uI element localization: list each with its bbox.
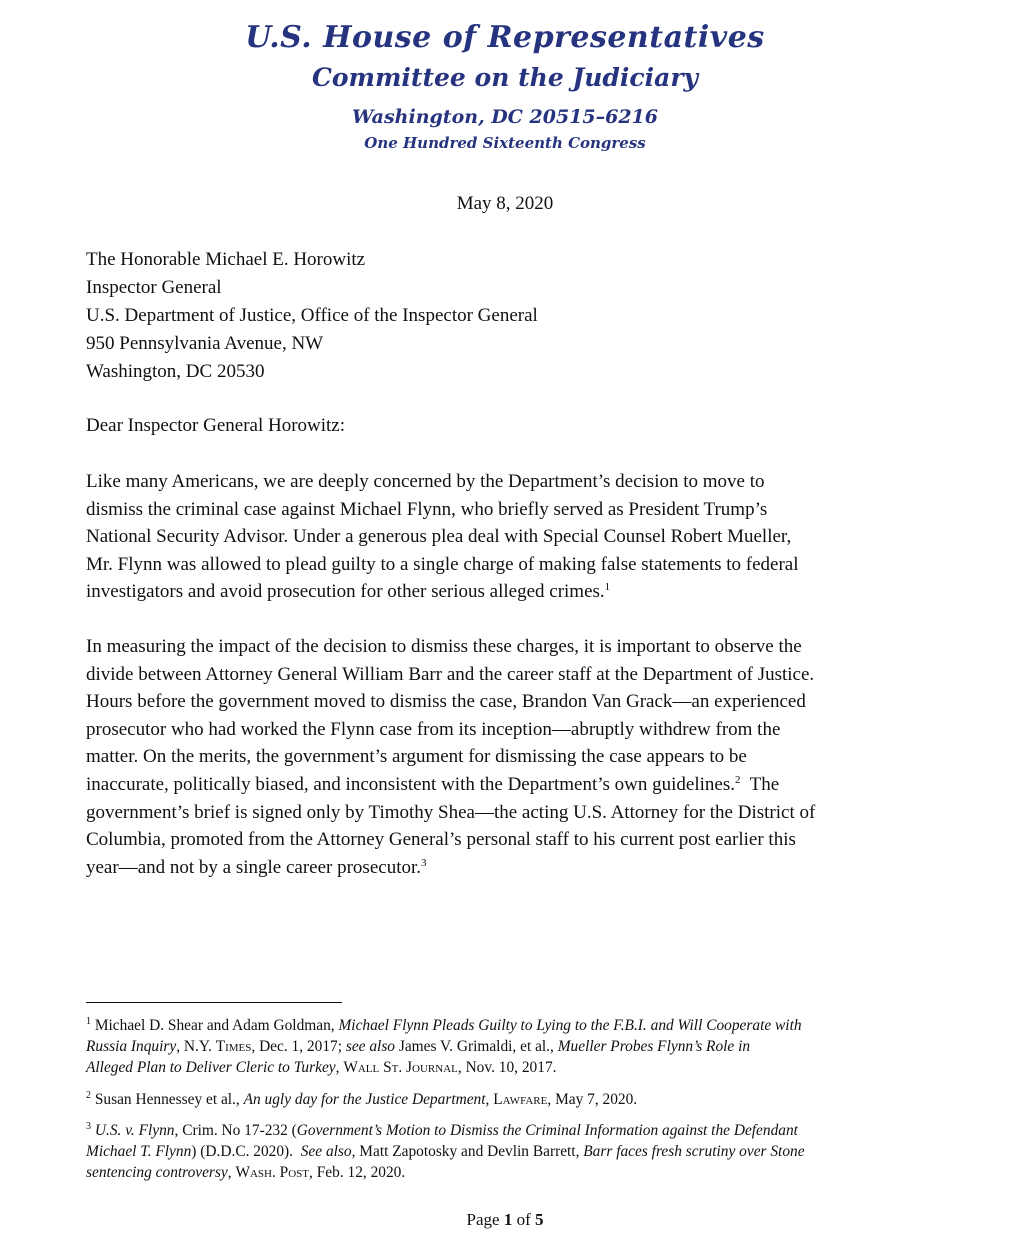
footnote-case-name: U.S. v. Flynn (94, 1122, 175, 1139)
footnote-title: Michael Flynn Pleads Guilty to Lying to the F.B.I. and Will Cooperate with (338, 1017, 802, 1034)
footnote-text: , (485, 1091, 494, 1108)
letterhead (0, 18, 1010, 154)
footnote-text: , Crim. No 17-232 ( (174, 1122, 297, 1139)
paragraph-line: government’s brief is signed only by Timothy Shea—the acting U.S. Attorney for the District of (86, 801, 816, 823)
footnote-text: , N.Y. (176, 1038, 216, 1055)
letterhead-house-name: U.S. House of Representatives (245, 20, 765, 55)
footnote-line (86, 1120, 936, 1141)
paragraph-line: National Security Advisor. Under a generous plea deal with Special Counsel Robert Mueller, (86, 526, 792, 548)
letter-date: May 8, 2020 (456, 193, 554, 214)
footnote-title: Mueller Probes Flynn’s Role in (557, 1038, 751, 1055)
footnote-line (86, 1036, 936, 1057)
footnote-publication: Times (215, 1038, 252, 1055)
paragraph-text: The (740, 773, 780, 795)
paragraph-line: In measuring the impact of the decision to dismiss these charges, it is important to observe the (86, 636, 802, 657)
footnote-text: , May 7, 2020. (547, 1091, 638, 1108)
body-paragraph-1 (86, 468, 926, 606)
page-label: Page (466, 1210, 504, 1229)
footnote-line (86, 1089, 936, 1110)
address-line: The Honorable Michael E. Horowitz (86, 249, 366, 270)
footnote-text: , Feb. 12, 2020. (309, 1164, 406, 1181)
paragraph-line: divide between Attorney General William Barr and the career staff at the Department of Justice. (86, 663, 815, 685)
footnote-line (86, 1141, 936, 1162)
paragraph-line (86, 854, 926, 882)
footnote-ref-2[interactable]: 2 (735, 773, 741, 786)
paragraph-line: Hours before the government moved to dismiss the case, Brandon Van Grack—an experienced (86, 691, 806, 713)
footnote-title: Government’s Motion to Dismiss the Criminal Information against the Defendant (296, 1122, 798, 1139)
address-line: U.S. Department of Justice, Office of the Inspector General (86, 305, 538, 326)
footnote-text: , Dec. 1, 2017; (251, 1038, 346, 1055)
page-of: of (512, 1210, 535, 1229)
paragraph-text: year—and not by a single career prosecutor. (86, 856, 422, 878)
letterhead-committee-name: Committee on the Judiciary (311, 63, 699, 92)
footnote-text: , (335, 1059, 344, 1076)
footnote-line (86, 1015, 936, 1036)
body-paragraph-2 (86, 633, 926, 881)
page-number (0, 1208, 1010, 1232)
address-line: Inspector General (86, 277, 222, 298)
paragraph-line: dismiss the criminal case against Michael Flynn, who briefly served as President Trump’s (86, 498, 768, 520)
footnote-text: , (227, 1164, 236, 1181)
paragraph-line: prosecutor who had worked the Flynn case from its inception—abruptly withdrew from the (86, 718, 781, 740)
footnote-3 (86, 1120, 936, 1183)
footnote-line (86, 1057, 936, 1078)
footnote-text: ) (D.D.C. 2020). (191, 1143, 301, 1160)
footnote-2 (86, 1089, 936, 1110)
footnote-publication: Wall St. Journal (343, 1059, 458, 1076)
footnote-title: sentencing controversy (86, 1164, 228, 1181)
recipient-address (86, 246, 926, 386)
paragraph-line: matter. On the merits, the government’s argument for dismissing the case appears to be (86, 746, 747, 768)
paragraph-line: Mr. Flynn was allowed to plead guilty to a single charge of making false statements to federal (86, 553, 799, 575)
footnote-publication: Lawfare (493, 1091, 548, 1108)
footnote-divider (86, 1002, 342, 1003)
letterhead-congress: One Hundred Sixteenth Congress (364, 134, 646, 152)
footnote-publication: Wash. Post (235, 1164, 310, 1181)
footnote-number: 3 (86, 1121, 91, 1132)
footnote-number: 1 (86, 1016, 91, 1027)
footnote-line (86, 1162, 936, 1183)
footnote-text: , Nov. 10, 2017. (457, 1059, 557, 1076)
footnote-title: Barr faces fresh scrutiny over Stone (583, 1143, 805, 1160)
paragraph-line (86, 771, 926, 799)
salutation: Dear Inspector General Horowitz: (86, 415, 346, 436)
paragraph-line: Like many Americans, we are deeply concerned by the Department’s decision to move to (86, 471, 765, 492)
paragraph-line: Columbia, promoted from the Attorney General’s personal staff to his current post earlier this (86, 829, 796, 851)
address-line: Washington, DC 20530 (86, 361, 265, 382)
footnote-ref-1[interactable]: 1 (604, 581, 611, 594)
page-total: 5 (534, 1210, 544, 1229)
address-line: 950 Pennsylvania Avenue, NW (86, 333, 324, 354)
footnote-title: An ugly day for the Justice Department (243, 1091, 486, 1108)
footnote-title: Michael T. Flynn (86, 1143, 192, 1160)
footnote-number: 2 (86, 1090, 91, 1101)
footnote-ref-3[interactable]: 3 (421, 856, 427, 869)
footnote-text: Michael D. Shear and Adam Goldman, (91, 1017, 339, 1034)
footnote-title: Alleged Plan to Deliver Cleric to Turkey (86, 1059, 336, 1076)
footnote-title: Russia Inquiry (86, 1038, 177, 1055)
page-current: 1 (503, 1210, 513, 1229)
footnote-text: Susan Hennessey et al., (91, 1091, 244, 1108)
footnote-text: James V. Grimaldi, et al., (395, 1038, 558, 1055)
paragraph-text: investigators and avoid prosecution for other serious alleged crimes. (86, 581, 605, 603)
footnote-text: , Matt Zapotosky and Devlin Barrett, (351, 1143, 584, 1160)
letterhead-address: Washington, DC 20515–6216 (351, 106, 658, 128)
footnote-1 (86, 1015, 936, 1078)
paragraph-text: inaccurate, politically biased, and inconsistent with the Department’s own guidelines. (86, 773, 735, 795)
footnote-signal: See also (300, 1143, 352, 1160)
footnote-signal: see also (345, 1038, 395, 1055)
paragraph-line (86, 578, 926, 606)
